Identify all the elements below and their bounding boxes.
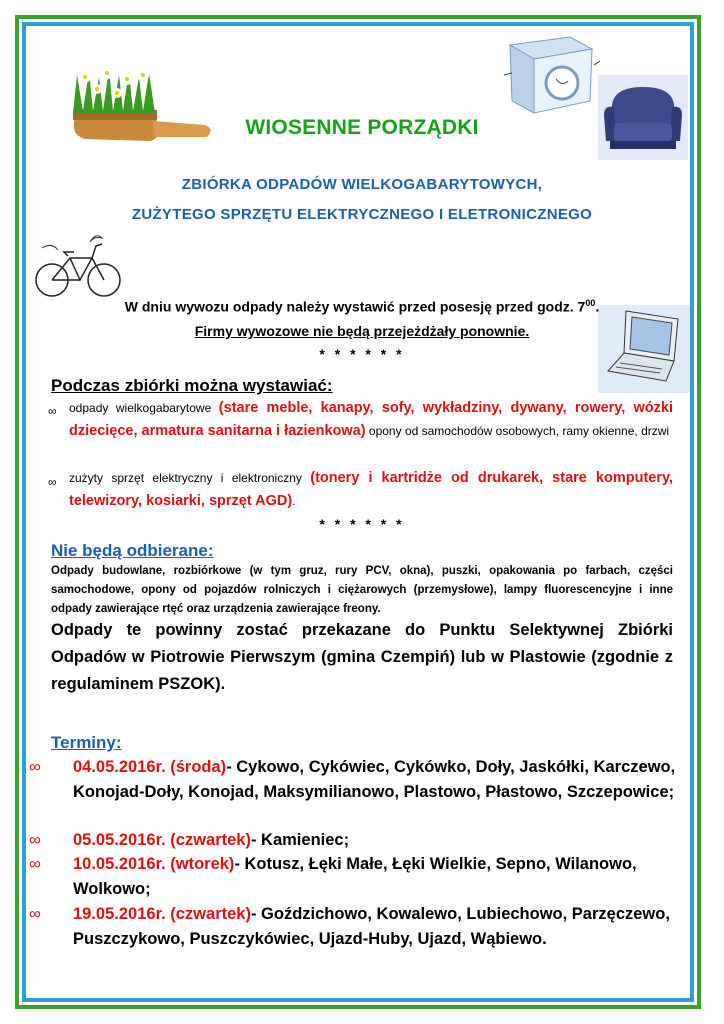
- bullet-icon: ∞: [29, 758, 41, 776]
- terms-heading: Terminy:: [51, 733, 122, 752]
- notice-line-2: Firmy wywozowe nie będą przejeżdżały ponownie.: [194, 323, 530, 339]
- term-item: ∞ 10.05.2016r. (wtorek)- Kotusz, Łęki Małe, Łęki Wielkie, Sepno, Wilanowo, Wolkowo;: [51, 852, 695, 902]
- term-item: ∞ 04.05.2016r. (środa)- Cykowo, Cykówiec, Cykówko, Doły, Jaskółki, Karczewo, Konojad-Doły, Konojad, Maksymilianowo, Plastowo, Płastowo, Szczepowice;: [51, 755, 695, 805]
- not-accepted-heading: Nie będą odbierane:: [51, 541, 214, 560]
- allowed-item-electronics: zużyty sprzęt elektryczny i elektroniczny (tonery i kartridże od drukarek, stare komputery, telewizory, kosiarki, sprzęt AGD).: [69, 470, 673, 509]
- subtitle-line-1: ZBIÓRKA ODPADÓW WIELKOGABARYTOWYCH,: [181, 176, 543, 193]
- notice-line-1: W dniu wywozu odpady należy wystawić przed posesję przed godz. $7^{00}$.: [124, 298, 600, 315]
- allowed-item-bulky: odpady wielkogabarytowe (stare meble, kanapy, sofy, wykładziny, dywany, rowery, wózki dziecięce, armatura sanitarna i łazienkowa) opony od samochodów osobowych, ramy okienne, drzwi: [69, 400, 674, 439]
- pszok-text: Odpady te powinny zostać przekazane do Punktu Selektywnej Zbiórki Odpadów w Piotrowie Pierwszym (gmina Czempiń) lub w Plastowie (zgodnie z regulaminem PSZOK).: [51, 621, 673, 693]
- stars-divider: * * * * * *: [319, 516, 405, 532]
- stars-divider: * * * * * *: [319, 346, 405, 362]
- page-title: WIOSENNE PORZĄDKI: [245, 116, 479, 139]
- bicycle-illustration: [32, 228, 127, 308]
- bullet-icon: ∞: [48, 404, 57, 418]
- bullet-icon: ∞: [29, 831, 41, 849]
- washing-machine-illustration: [500, 35, 600, 117]
- subtitle-line-2: ZUŻYTEGO SPRZĘTU ELEKTRYCZNEGO I ELETRONICZNEGO: [131, 206, 593, 223]
- bullet-icon: ∞: [29, 855, 41, 873]
- allowed-heading: Podczas zbiórki można wystawiać:: [51, 376, 333, 395]
- bullet-icon: ∞: [48, 475, 57, 489]
- bullet-icon: ∞: [29, 905, 41, 923]
- not-accepted-text: Odpady budowlane, rozbiórkowe (w tym gruz, rury PCV, okna), puszki, opakowania po farbach, części samochodowe, opony od pojazdów rolniczych i ciężarowych (przemysłowe), lampy fluorescencyjne i inne odpady zawierające rtęć oraz urządzenia zawierające freony.: [51, 565, 673, 615]
- term-item: ∞ 05.05.2016r. (czwartek)- Kamieniec;: [51, 828, 695, 853]
- term-item: ∞ 19.05.2016r. (czwartek)- Goździchowo, Kowalewo, Lubiechowo, Parzęczewo, Puszczykowo, Puszczykówiec, Ujazd-Huby, Ujazd, Wąbiewo.: [51, 902, 695, 952]
